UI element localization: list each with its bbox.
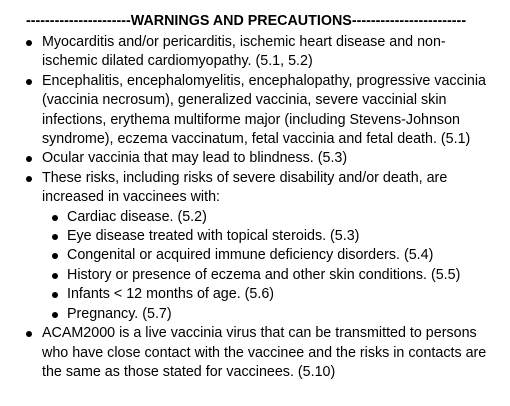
list-item	[26, 33, 498, 72]
section-heading: ----------------------WARNINGS AND PRECAUTIONS------------------------	[26, 13, 467, 29]
sub-list-item	[52, 246, 498, 265]
sub-list-item	[52, 285, 498, 304]
list-item	[26, 169, 498, 324]
sub-list-item	[52, 208, 498, 227]
sub-list-item-text: History or presence of eczema and other skin conditions. (5.5)	[67, 266, 461, 283]
sub-list-item	[52, 227, 498, 246]
sub-list-item-text: Pregnancy. (5.7)	[67, 305, 172, 322]
sub-list-item-text: Eye disease treated with topical steroids. (5.3)	[67, 228, 360, 245]
warnings-list	[26, 33, 498, 382]
risk-factors-list	[42, 208, 498, 324]
sub-list-item-text: Congenital or acquired immune deficiency disorders. (5.4)	[67, 247, 434, 264]
sub-list-item	[52, 305, 498, 324]
list-item	[26, 149, 498, 168]
list-item-text: ACAM2000 is a live vaccinia virus that can be transmitted to persons who have close contact with the vaccinee and the risks in contacts are the same as those stated for vaccinees. (5.10)	[42, 325, 487, 380]
list-item-text: These risks, including risks of severe disability and/or death, are increased in vaccinees with:	[42, 169, 448, 206]
list-item	[26, 72, 498, 150]
list-item-text: Myocarditis and/or pericarditis, ischemic heart disease and non-ischemic dilated cardiomyopathy. (5.1, 5.2)	[42, 34, 446, 70]
sub-list-item-text: Infants < 12 months of age. (5.6)	[67, 286, 275, 303]
sub-list-item-text: Cardiac disease. (5.2)	[67, 208, 207, 225]
list-item-text: Ocular vaccinia that may lead to blindness. (5.3)	[42, 150, 348, 167]
list-item	[26, 324, 498, 382]
list-item-text: Encephalitis, encephalomyelitis, encephalopathy, progressive vaccinia (vaccinia necrosum), generalized vaccinia, severe vaccinial skin infections, erythema multiforme major (including Stevens-Johnson syndrome), eczema vaccinatum, fetal vaccinia and fetal death. (5.1)	[42, 72, 486, 148]
sub-list-item	[52, 266, 498, 285]
